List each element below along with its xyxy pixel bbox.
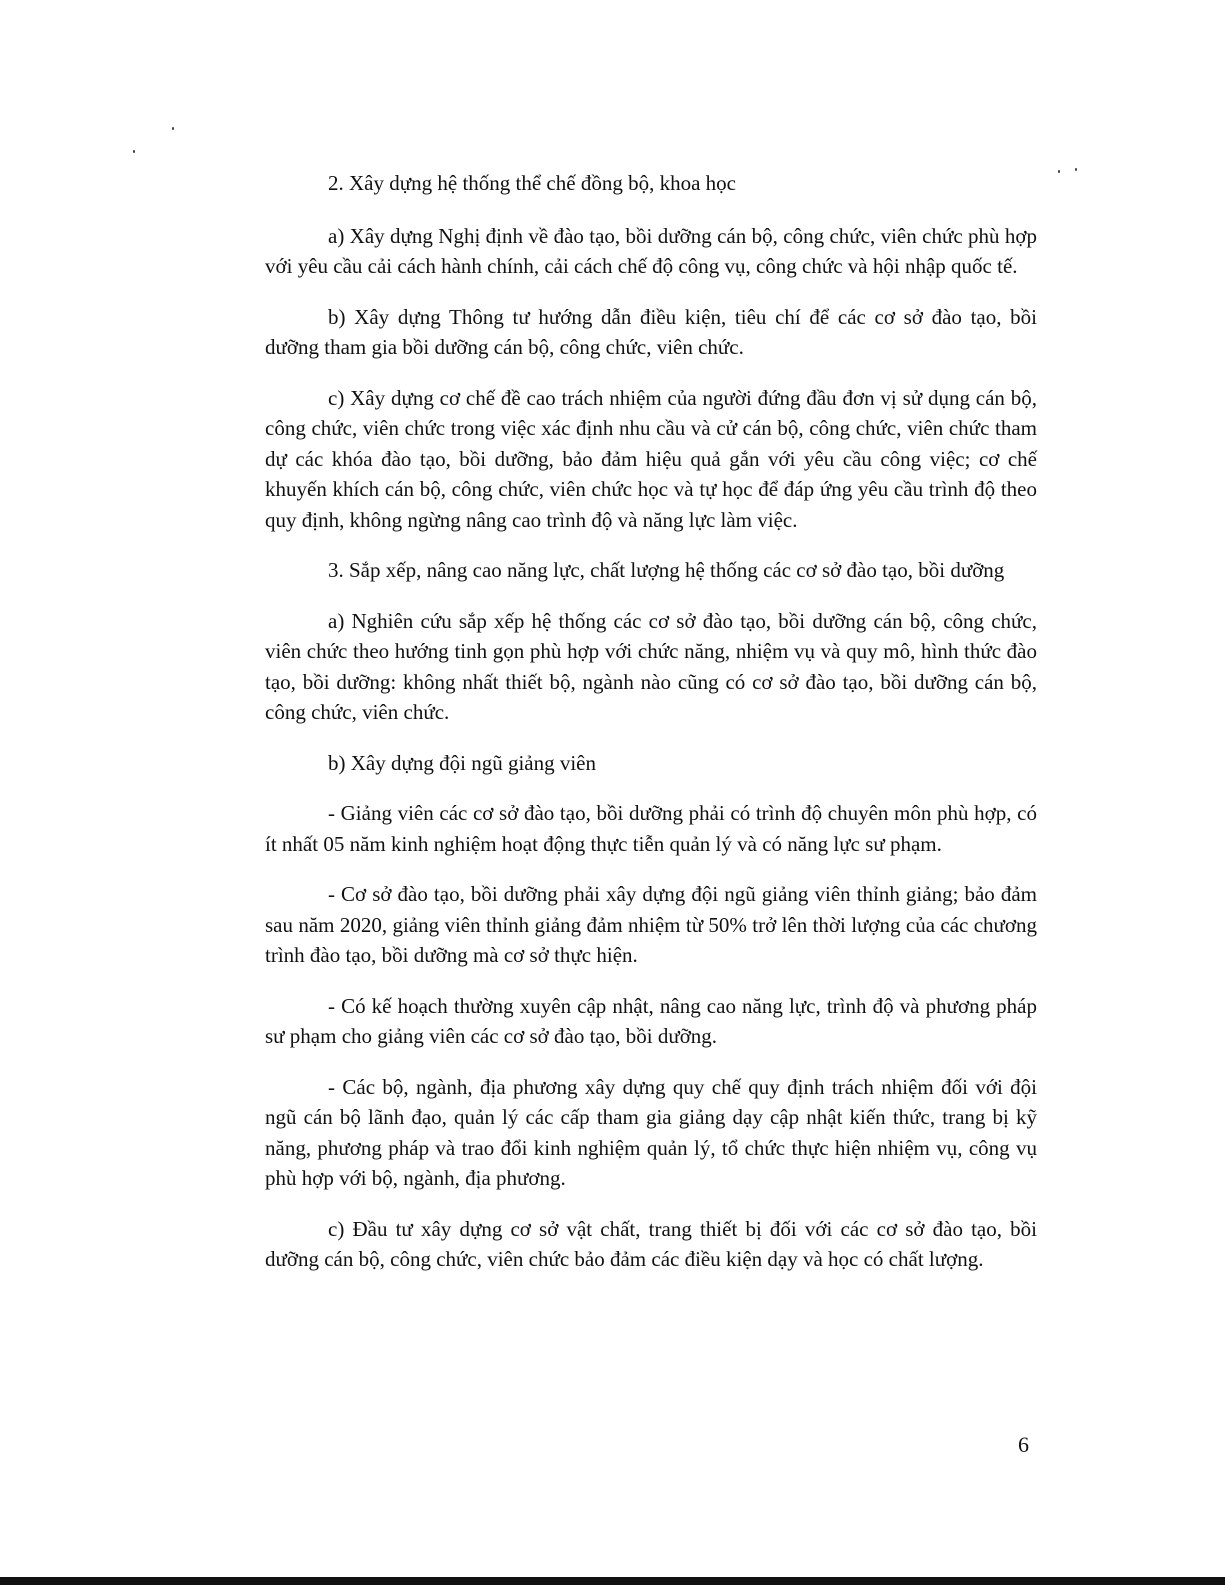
section-heading-3: 3. Sắp xếp, nâng cao năng lực, chất lượng hệ thống các cơ sở đào tạo, bồi dưỡng [328,558,1005,582]
document-body [265,168,1037,1295]
bullet-lecturer-training-plan: - Có kế hoạch thường xuyên cập nhật, nâng cao năng lực, trình độ và phương pháp sư phạm cho giảng viên các cơ sở đào tạo, bồi dưỡng. [265,993,1037,1048]
bullet-visiting-lecturers: - Cơ sở đào tạo, bồi dưỡng phải xây dựng đội ngũ giảng viên thỉnh giảng; bảo đảm sau năm 2020, giảng viên thỉnh giảng đảm nhiệm từ 50% trở lên thời lượng của các chương trình đào tạo, bồi dưỡng mà cơ sở thực hiện. [265,882,1037,967]
page-number: 6 [1018,1432,1029,1457]
paragraph-3b-heading: b) Xây dựng đội ngũ giảng viên [328,750,597,775]
scan-speck [1058,170,1060,173]
paragraph-2c: c) Xây dựng cơ chế đề cao trách nhiệm của người đứng đầu đơn vị sử dụng cán bộ, công chức, viên chức trong việc xác định nhu cầu và cử cán bộ, công chức, viên chức tham dự các khóa đào tạo, bồi dưỡng, bảo đảm hiệu quả gắn với yêu cầu công việc; cơ chế khuyến khích cán bộ, công chức, viên chức học và tự học để đáp ứng yêu cầu trình độ theo quy định, không ngừng nâng cao trình độ và năng lực làm việc. [265,385,1037,532]
scan-speck [172,127,174,130]
paragraph-2b: b) Xây dựng Thông tư hướng dẫn điều kiện, tiêu chí để các cơ sở đào tạo, bồi dưỡng tham gia bồi dưỡng cán bộ, công chức, viên chức. [265,304,1037,359]
scan-bottom-border [0,1577,1225,1585]
bullet-leaders-teaching: - Các bộ, ngành, địa phương xây dựng quy chế quy định trách nhiệm đối với đội ngũ cán bộ lãnh đạo, quản lý các cấp tham gia giảng dạy cập nhật kiến thức, trang bị kỹ năng, phương pháp và trao đổi kinh nghiệm quản lý, tổ chức thực hiện nhiệm vụ, công vụ phù hợp với bộ, ngành, địa phương. [265,1074,1037,1190]
bullet-lecturer-qualification: - Giảng viên các cơ sở đào tạo, bồi dưỡng phải có trình độ chuyên môn phù hợp, có ít nhất 05 năm kinh nghiệm hoạt động thực tiễn quản lý và có năng lực sư phạm. [265,801,1037,856]
paragraph-3a: a) Nghiên cứu sắp xếp hệ thống các cơ sở đào tạo, bồi dưỡng cán bộ, công chức, viên chức theo hướng tinh gọn phù hợp với chức năng, nhiệm vụ và quy mô, hình thức đào tạo, bồi dưỡng: không nhất thiết bộ, ngành nào cũng có cơ sở đào tạo, bồi dưỡng cán bộ, công chức, viên chức. [265,608,1037,724]
paragraph-2a: a) Xây dựng Nghị định về đào tạo, bồi dưỡng cán bộ, công chức, viên chức phù hợp với yêu cầu cải cách hành chính, cải cách chế độ công vụ, công chức và hội nhập quốc tế. [265,223,1037,278]
scan-speck [133,150,135,153]
paragraph-3c: c) Đầu tư xây dựng cơ sở vật chất, trang thiết bị đối với các cơ sở đào tạo, bồi dưỡng cán bộ, công chức, viên chức bảo đảm các điều kiện dạy và học có chất lượng. [265,1216,1037,1271]
scan-speck [1075,168,1077,171]
section-heading-2: 2. Xây dựng hệ thống thể chế đồng bộ, khoa học [328,171,736,195]
